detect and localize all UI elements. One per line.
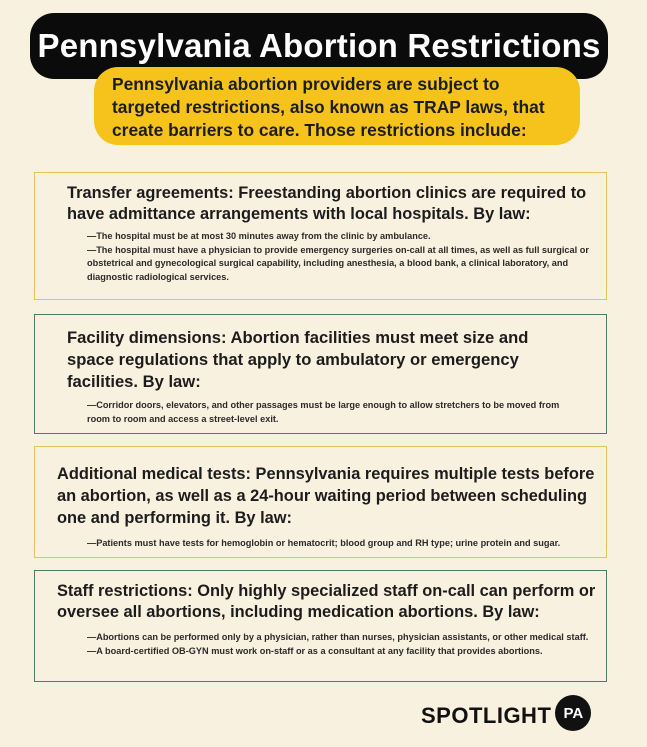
section-heading: Staff restrictions: Only highly specialized staff on-call can perform or oversee all abortions, including medication abortions. By law:	[57, 582, 596, 621]
bullet-item: —A board-certified OB-GYN must work on-staff or as a consultant at any facility that provides abortions.	[87, 645, 543, 656]
section-staff-restrictions	[34, 570, 607, 682]
logo-wordmark: SPOTLIGHT	[421, 703, 552, 728]
section-transfer-agreements	[34, 172, 607, 300]
page-title: Pennsylvania Abortion Restrictions	[37, 27, 601, 64]
bullet-list	[57, 631, 596, 658]
spotlight-pa-logo	[421, 696, 591, 736]
intro-callout: Pennsylvania abortion providers are subject to targeted restrictions, also known as TRAP laws, that create barriers to care. Those restrictions include:	[94, 67, 580, 145]
bullet-item: —Corridor doors, elevators, and other passages must be large enough to allow stretchers to be moved from room to room and access a street-level exit.	[87, 400, 560, 424]
section-facility-dimensions	[34, 314, 607, 434]
bullet-item: —Abortions can be performed only by a physician, rather than nurses, physician assistants, or other medical staff.	[87, 632, 589, 642]
bullet-list	[57, 537, 596, 551]
bullet-item: —Patients must have tests for hemoglobin or hematocrit; blood group and RH type; urine protein and sugar.	[87, 538, 561, 548]
bullet-item: —The hospital must be at most 30 minutes away from the clinic by ambulance.	[87, 231, 431, 241]
bullet-list	[67, 399, 576, 426]
section-additional-medical-tests	[34, 446, 607, 558]
logo-badge: PA	[555, 695, 591, 731]
section-heading: Transfer agreements: Freestanding abortion clinics are required to have admittance arrangements with local hospitals. By law:	[67, 184, 587, 223]
section-heading: Additional medical tests: Pennsylvania requires multiple tests before an abortion, as well as a 24-hour waiting period between scheduling one and performing it. By law:	[57, 465, 595, 527]
section-heading: Facility dimensions: Abortion facilities must meet size and space regulations that apply to ambulatory or emergency facilities. By law:	[67, 328, 529, 391]
bullet-list	[67, 230, 596, 284]
bullet-item: —The hospital must have a physician to provide emergency surgeries on-call at all times, as well as full surgical or obstetrical and gynecological surgical capability, including anesthesia, a blood bank, a clinical laboratory, and diagnostic radiological services.	[87, 244, 589, 282]
